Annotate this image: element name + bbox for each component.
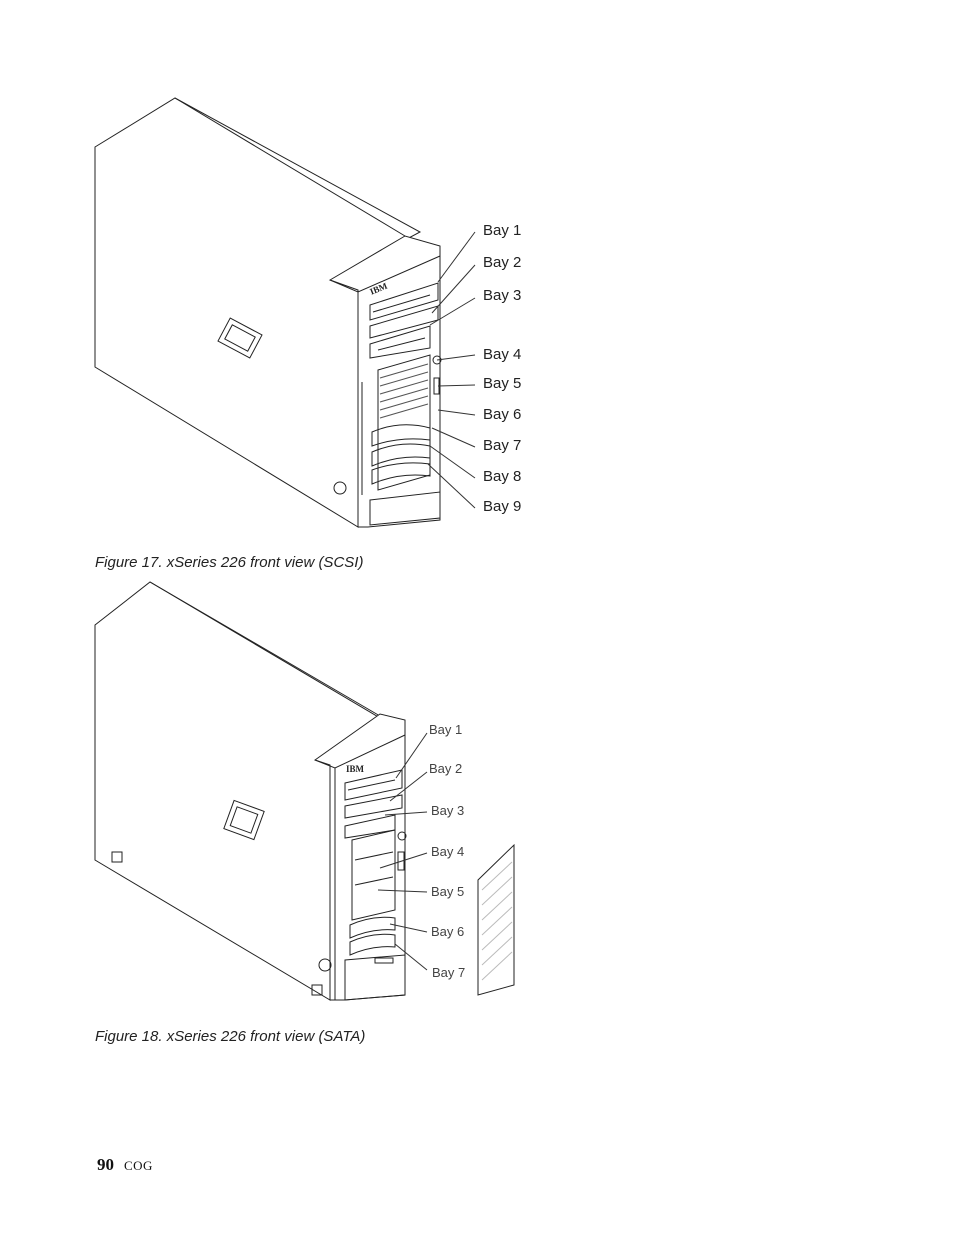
bay-label: Bay 4 — [483, 346, 522, 363]
bay-label: Bay 5 — [431, 884, 465, 899]
figure-17-caption: Figure 17. xSeries 226 front view (SCSI) — [95, 554, 364, 571]
bay-label: Bay 6 — [483, 406, 522, 423]
page-footer — [97, 1155, 153, 1175]
bay-label: Bay 2 — [429, 761, 463, 776]
bay-label: Bay 2 — [483, 254, 522, 271]
bay-label: Bay 7 — [483, 437, 522, 454]
bay-label: Bay 6 — [431, 924, 465, 939]
bay-label: Bay 8 — [483, 468, 522, 485]
ibm-logo-18: IBM — [346, 764, 364, 774]
bay-label: Bay 3 — [483, 287, 522, 304]
bay-label: Bay 7 — [432, 965, 466, 980]
figure-18-caption: Figure 18. xSeries 226 front view (SATA) — [95, 1028, 366, 1045]
bay-label: Bay 9 — [483, 498, 522, 515]
bay-label: Bay 4 — [431, 844, 465, 859]
bay-label: Bay 1 — [483, 222, 522, 239]
bay-label: Bay 1 — [429, 722, 463, 737]
book-title: COG — [124, 1158, 153, 1173]
bay-label: Bay 3 — [431, 803, 465, 818]
bay-label: Bay 5 — [483, 375, 522, 392]
ibm-logo-17: IBM — [368, 280, 389, 297]
page-number: 90 — [97, 1155, 114, 1174]
